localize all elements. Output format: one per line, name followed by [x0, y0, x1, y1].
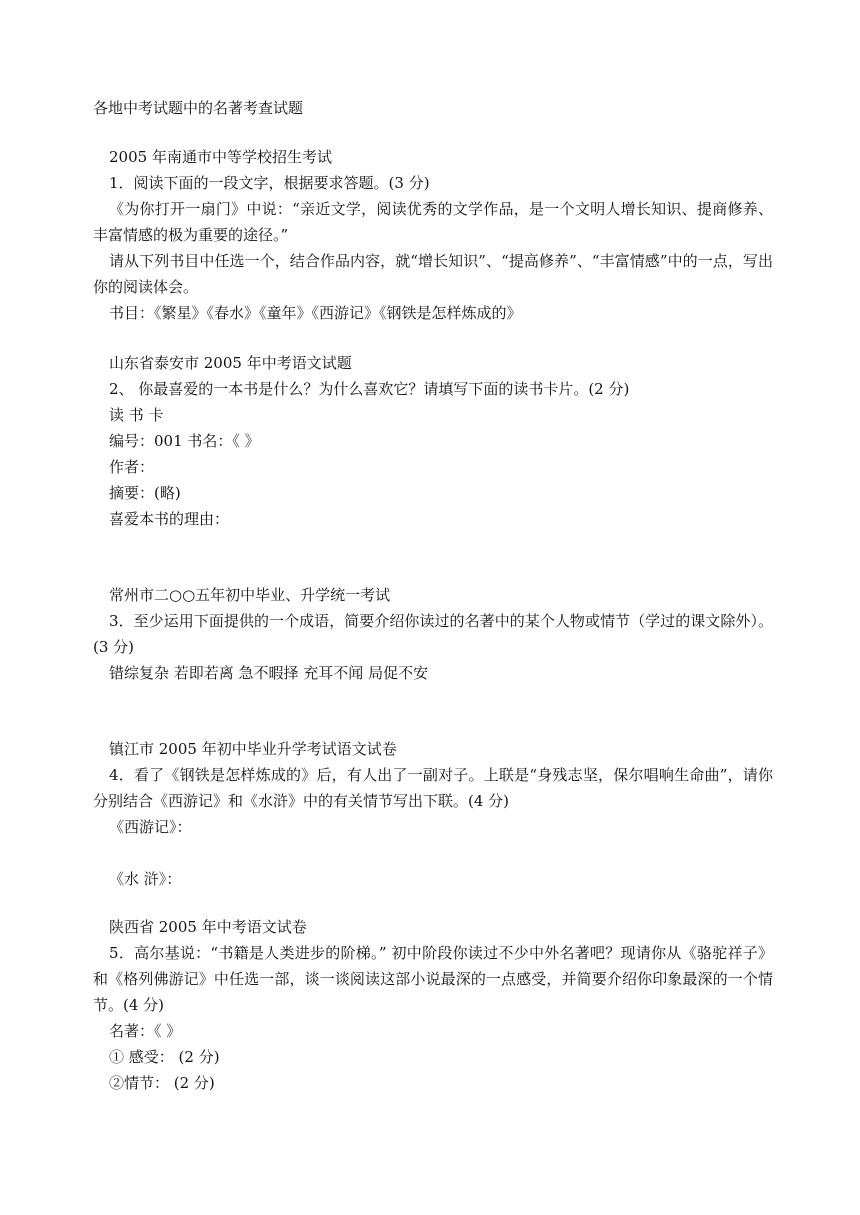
- passage-text: 《为你打开一扇门》中说：“亲近文学，阅读优秀的文学作品，是一个文明人增长知识、提商修养、丰富情感的极为重要的途径。”: [93, 200, 773, 244]
- card-number-field: 编号：001 书名：《 》: [109, 432, 260, 450]
- section-taian: [93, 350, 773, 532]
- section-heading: 山东省泰安市 2005 年中考语文试题: [109, 354, 352, 372]
- booklist-text: 书目：《繁星》《春水》《童年》《西游记》《钢铁是怎样炼成的》: [109, 304, 522, 322]
- question-text: 5．高尔基说：“书籍是人类进步的阶梯。” 初中阶段你读过不少中外名著吧？现请你从《骆驼祥子》和《格列佛游记》中任选一部，谈一谈阅读这部小说最深的一点感受，并简要介绍你印象最深的一个情节。(4 分): [93, 944, 773, 1014]
- section-heading: 常州市二○○五年初中毕业、升学统一考试: [109, 586, 391, 604]
- answer-item-feeling: ① 感受： (2 分): [109, 1048, 220, 1066]
- document-title: 各地中考试题中的名著考查试题: [93, 99, 304, 117]
- answer-shuihu: 《水 浒》：: [109, 870, 182, 888]
- instruction-text: 请从下列书目中任选一个，结合作品内容，就“增长知识”、“提高修养”、“丰富情感”中的一点，写出你的阅读体会。: [93, 252, 773, 296]
- card-author-field: 作者：: [109, 458, 155, 476]
- answer-item-plot: ②情节： (2 分): [109, 1074, 215, 1092]
- section-heading: 镇江市 2005 年初中毕业升学考试语文试卷: [109, 740, 397, 758]
- section-heading: 2005 年南通市中等学校招生考试: [109, 148, 332, 166]
- idiom-list: 错综复杂 若即若离 急不暇择 充耳不闻 局促不安: [109, 664, 429, 682]
- section-zhenjiang: [93, 736, 773, 892]
- book-label: 名著：《 》: [109, 1022, 182, 1040]
- section-heading: 陕西省 2005 年中考语文试卷: [109, 918, 307, 936]
- card-summary-field: 摘要：(略): [109, 484, 181, 502]
- question-text: 2、 你最喜爱的一本书是什么？为什么喜欢它？请填写下面的读书卡片。(2 分): [109, 380, 630, 398]
- section-nantong: [93, 144, 773, 326]
- answer-xiyouji: 《西游记》：: [109, 818, 192, 836]
- card-title: 读 书 卡: [109, 406, 164, 424]
- card-reason-field: 喜爱本书的理由：: [109, 510, 230, 528]
- question-text: 1．阅读下面的一段文字，根据要求答题。(3 分): [109, 174, 430, 192]
- section-changzhou: [93, 582, 773, 686]
- section-shaanxi: [93, 914, 773, 1096]
- question-text: 4．看了《钢铁是怎样炼成的》后，有人出了一副对子。上联是“身残志坚，保尔唱响生命曲”，请你分别结合《西游记》和《水浒》中的有关情节写出下联。(4 分): [93, 766, 773, 810]
- question-text: 3．至少运用下面提供的一个成语，简要介绍你读过的名著中的某个人物或情节（学过的课文除外）。(3 分): [93, 612, 773, 656]
